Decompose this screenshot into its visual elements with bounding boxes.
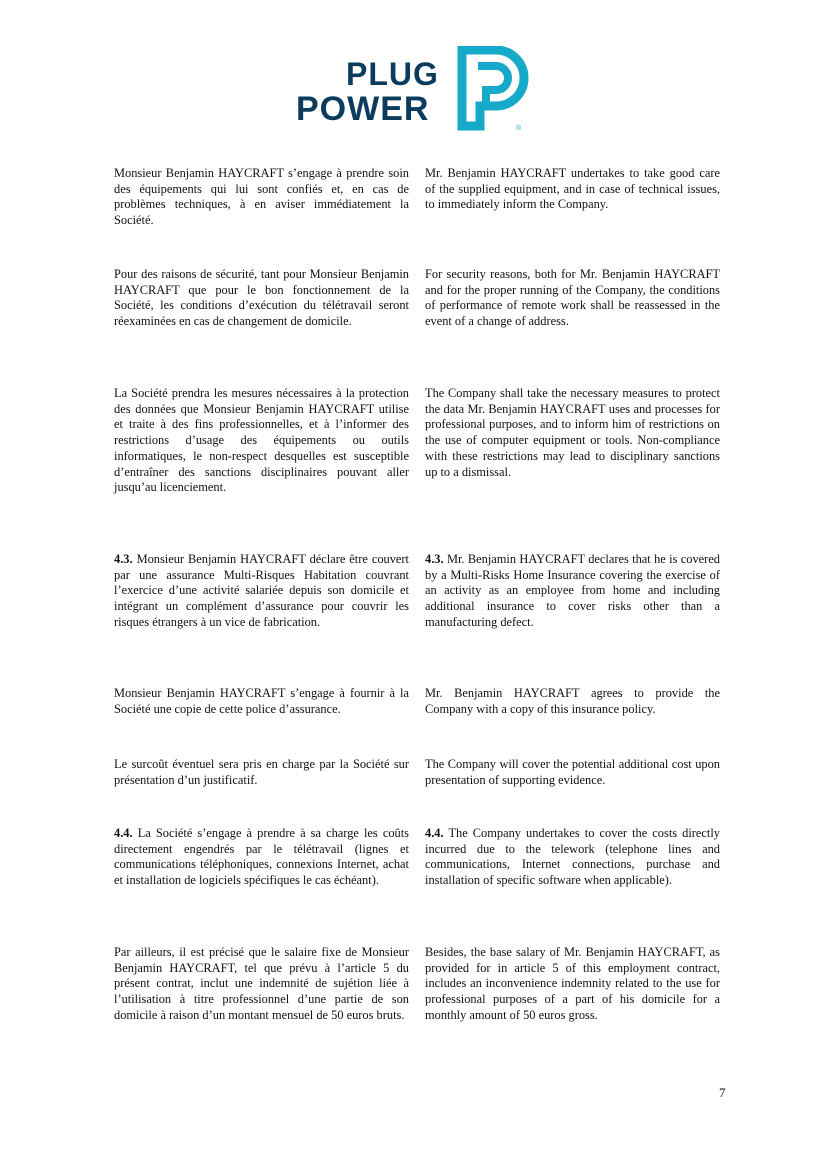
logo-word-power: POWER bbox=[296, 90, 430, 128]
french-paragraph: Le surcoût éventuel sera pris en charge par la Société sur présentation d’un justificatif. bbox=[114, 757, 409, 787]
french-paragraph: La Société prendra les mesures nécessaires à la protection des données que Monsieur Benjamin HAYCRAFT utilise et traite à des fins professionnelles, et à l’informer des restrictions d’usage des équipements ou outils informatiques, le non-respect desquelles est susceptible d’entraîner des sanctions disciplinaires pouvant aller jusqu’au licenciement. bbox=[114, 386, 409, 495]
french-paragraph-4-4 bbox=[114, 826, 409, 889]
french-paragraph: Monsieur Benjamin HAYCRAFT s’engage à fournir à la Société une copie de cette police d’assurance. bbox=[114, 686, 409, 716]
clause-row bbox=[114, 166, 720, 229]
clause-row bbox=[114, 552, 720, 631]
clause-row bbox=[114, 826, 720, 889]
clause-row bbox=[114, 386, 720, 496]
french-paragraph-4-3 bbox=[114, 552, 409, 631]
section-number: 4.4. bbox=[114, 826, 133, 840]
english-paragraph-4-3 bbox=[425, 552, 720, 631]
plug-power-logo bbox=[296, 46, 532, 136]
english-paragraph: Mr. Benjamin HAYCRAFT agrees to provide the Company with a copy of this insurance policy. bbox=[425, 686, 720, 716]
english-paragraph: For security reasons, both for Mr. Benjamin HAYCRAFT and for the proper running of the Company, the conditions of performance of remote work shall be reassessed in the event of a change of address. bbox=[425, 267, 720, 329]
english-paragraph: The Company shall take the necessary measures to protect the data Mr. Benjamin HAYCRAFT uses and processes for professional purposes, and to inform him of restrictions on the use of computer equipment or tools. Non-compliance with these restrictions may lead to disciplinary sanctions up to a dismissal. bbox=[425, 386, 720, 479]
logo-word-plug: PLUG bbox=[346, 56, 439, 92]
french-paragraph: Pour des raisons de sécurité, tant pour Monsieur Benjamin HAYCRAFT que pour le bon fonctionnement de la Société, les conditions d’exécution du télétravail seront réexaminées en cas de changement de domicile. bbox=[114, 267, 409, 329]
clause-row bbox=[114, 267, 720, 330]
section-number: 4.3. bbox=[114, 552, 133, 566]
section-number: 4.4. bbox=[425, 826, 444, 840]
paragraph-text: La Société s’engage à prendre à sa charge les coûts directement engendrés par le télétravail (lignes et communications téléphoniques, connexions Internet, achat et installation de logiciels spécifiques le cas échéant). bbox=[114, 826, 409, 888]
english-paragraph: Besides, the base salary of Mr. Benjamin HAYCRAFT, as provided for in article 5 of this employment contract, includes an inconvenience indemnity related to the use for professional purposes of a part of his domicile for a monthly amount of 50 euros gross. bbox=[425, 945, 720, 1022]
english-paragraph: Mr. Benjamin HAYCRAFT undertakes to take good care of the supplied equipment, and in case of technical issues, to immediately inform the Company. bbox=[425, 166, 720, 212]
french-paragraph: Par ailleurs, il est précisé que le salaire fixe de Monsieur Benjamin HAYCRAFT, tel que prévu à l’article 5 du présent contrat, inclut une indemnité de sujétion liée à l’utilisation à titre professionnel d’une partie de son domicile à raison d’un montant mensuel de 50 euros bruts. bbox=[114, 945, 409, 1022]
plug-power-p-mark-icon bbox=[456, 46, 532, 134]
english-paragraph: The Company will cover the potential additional cost upon presentation of supporting evidence. bbox=[425, 757, 720, 787]
clause-row bbox=[114, 686, 720, 717]
english-paragraph-4-4 bbox=[425, 826, 720, 889]
clause-row bbox=[114, 757, 720, 788]
registered-mark: ® bbox=[516, 125, 522, 132]
paragraph-text: The Company undertakes to cover the costs directly incurred due to the telework (telephone lines and communications, Internet connections, purchase and installation of specific software when applicable). bbox=[425, 826, 720, 888]
paragraph-text: Mr. Benjamin HAYCRAFT declares that he is covered by a Multi-Risks Home Insurance covering the exercise of an activity as an employee from home and including additional insurance to cover risks other than a manufacturing defect. bbox=[425, 552, 720, 629]
page-number: 7 bbox=[719, 1085, 726, 1100]
french-paragraph: Monsieur Benjamin HAYCRAFT s’engage à prendre soin des équipements qui lui sont confiés et, en cas de problèmes techniques, à en aviser immédiatement la Société. bbox=[114, 166, 409, 228]
paragraph-text: Monsieur Benjamin HAYCRAFT déclare être couvert par une assurance Multi-Risques Habitation couvrant l’exercice d’une activité salariée depuis son domicile et intégrant un complément d’assurance pour couvrir les risques étrangers à un vice de fabrication. bbox=[114, 552, 409, 629]
section-number: 4.3. bbox=[425, 552, 444, 566]
clause-row bbox=[114, 945, 720, 1024]
